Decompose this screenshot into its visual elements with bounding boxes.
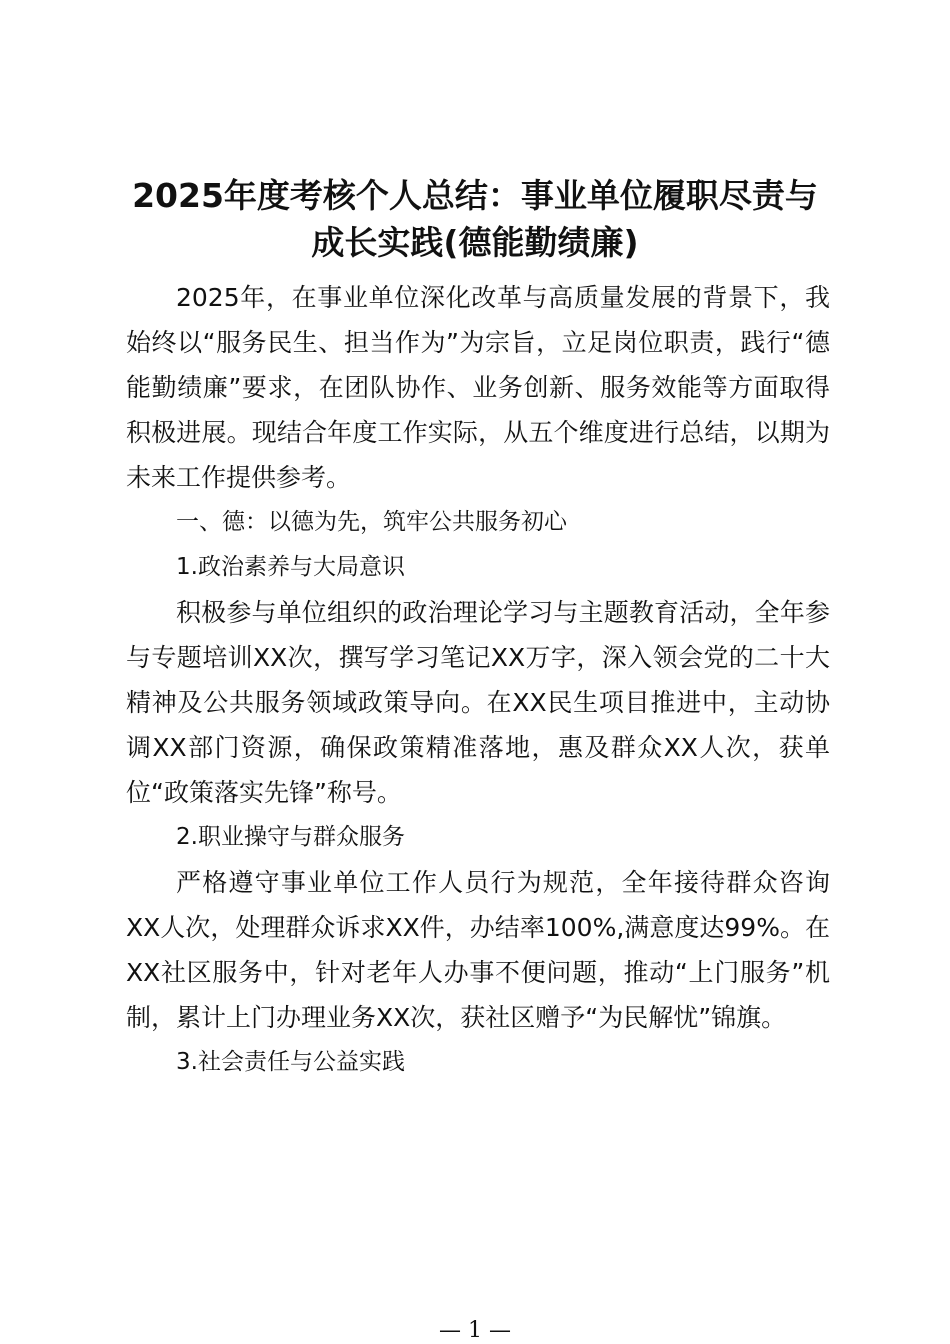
intro-paragraph: 2025年，在事业单位深化改革与高质量发展的背景下，我始终以“服务民生、担当作为”为宗旨，立足岗位职责，践行“德能勤绩廉”要求，在团队协作、业务创新、服务效能等方面取得积极进展。现结合年度工作实际，从五个维度进行总结，以期为未来工作提供参考。 xyxy=(126,283,830,492)
section-heading-de: 一、德：以德为先，筑牢公共服务初心 xyxy=(176,509,567,535)
subheading-social-responsibility: 3.社会责任与公益实践 xyxy=(176,1049,405,1075)
subheading-political: 1.政治素养与大局意识 xyxy=(176,554,405,580)
paragraph-professional-ethics: 严格遵守事业单位工作人员行为规范，全年接待群众咨询XX人次，处理群众诉求XX件，办结率100%,满意度达99%。在XX社区服务中，针对老年人办事不便问题，推动“上门服务”机制，累计上门办理业务XX次，获社区赠予“为民解忧”锦旗。 xyxy=(126,868,830,1032)
paragraph-political: 积极参与单位组织的政治理论学习与主题教育活动，全年参与专题培训XX次，撰写学习笔记XX万字，深入领会党的二十大精神及公共服务领域政策导向。在XX民生项目推进中，主动协调XX部门资源，确保政策精准落地，惠及群众XX人次，获单位“政策落实先锋”称号。 xyxy=(126,598,830,807)
document-body xyxy=(126,275,830,1085)
page-number: — 1 — xyxy=(439,1318,511,1343)
document-title: 2025年度考核个人总结：事业单位履职尽责与成长实践(德能勤绩廉) xyxy=(132,176,818,262)
subheading-professional-ethics: 2.职业操守与群众服务 xyxy=(176,824,405,850)
